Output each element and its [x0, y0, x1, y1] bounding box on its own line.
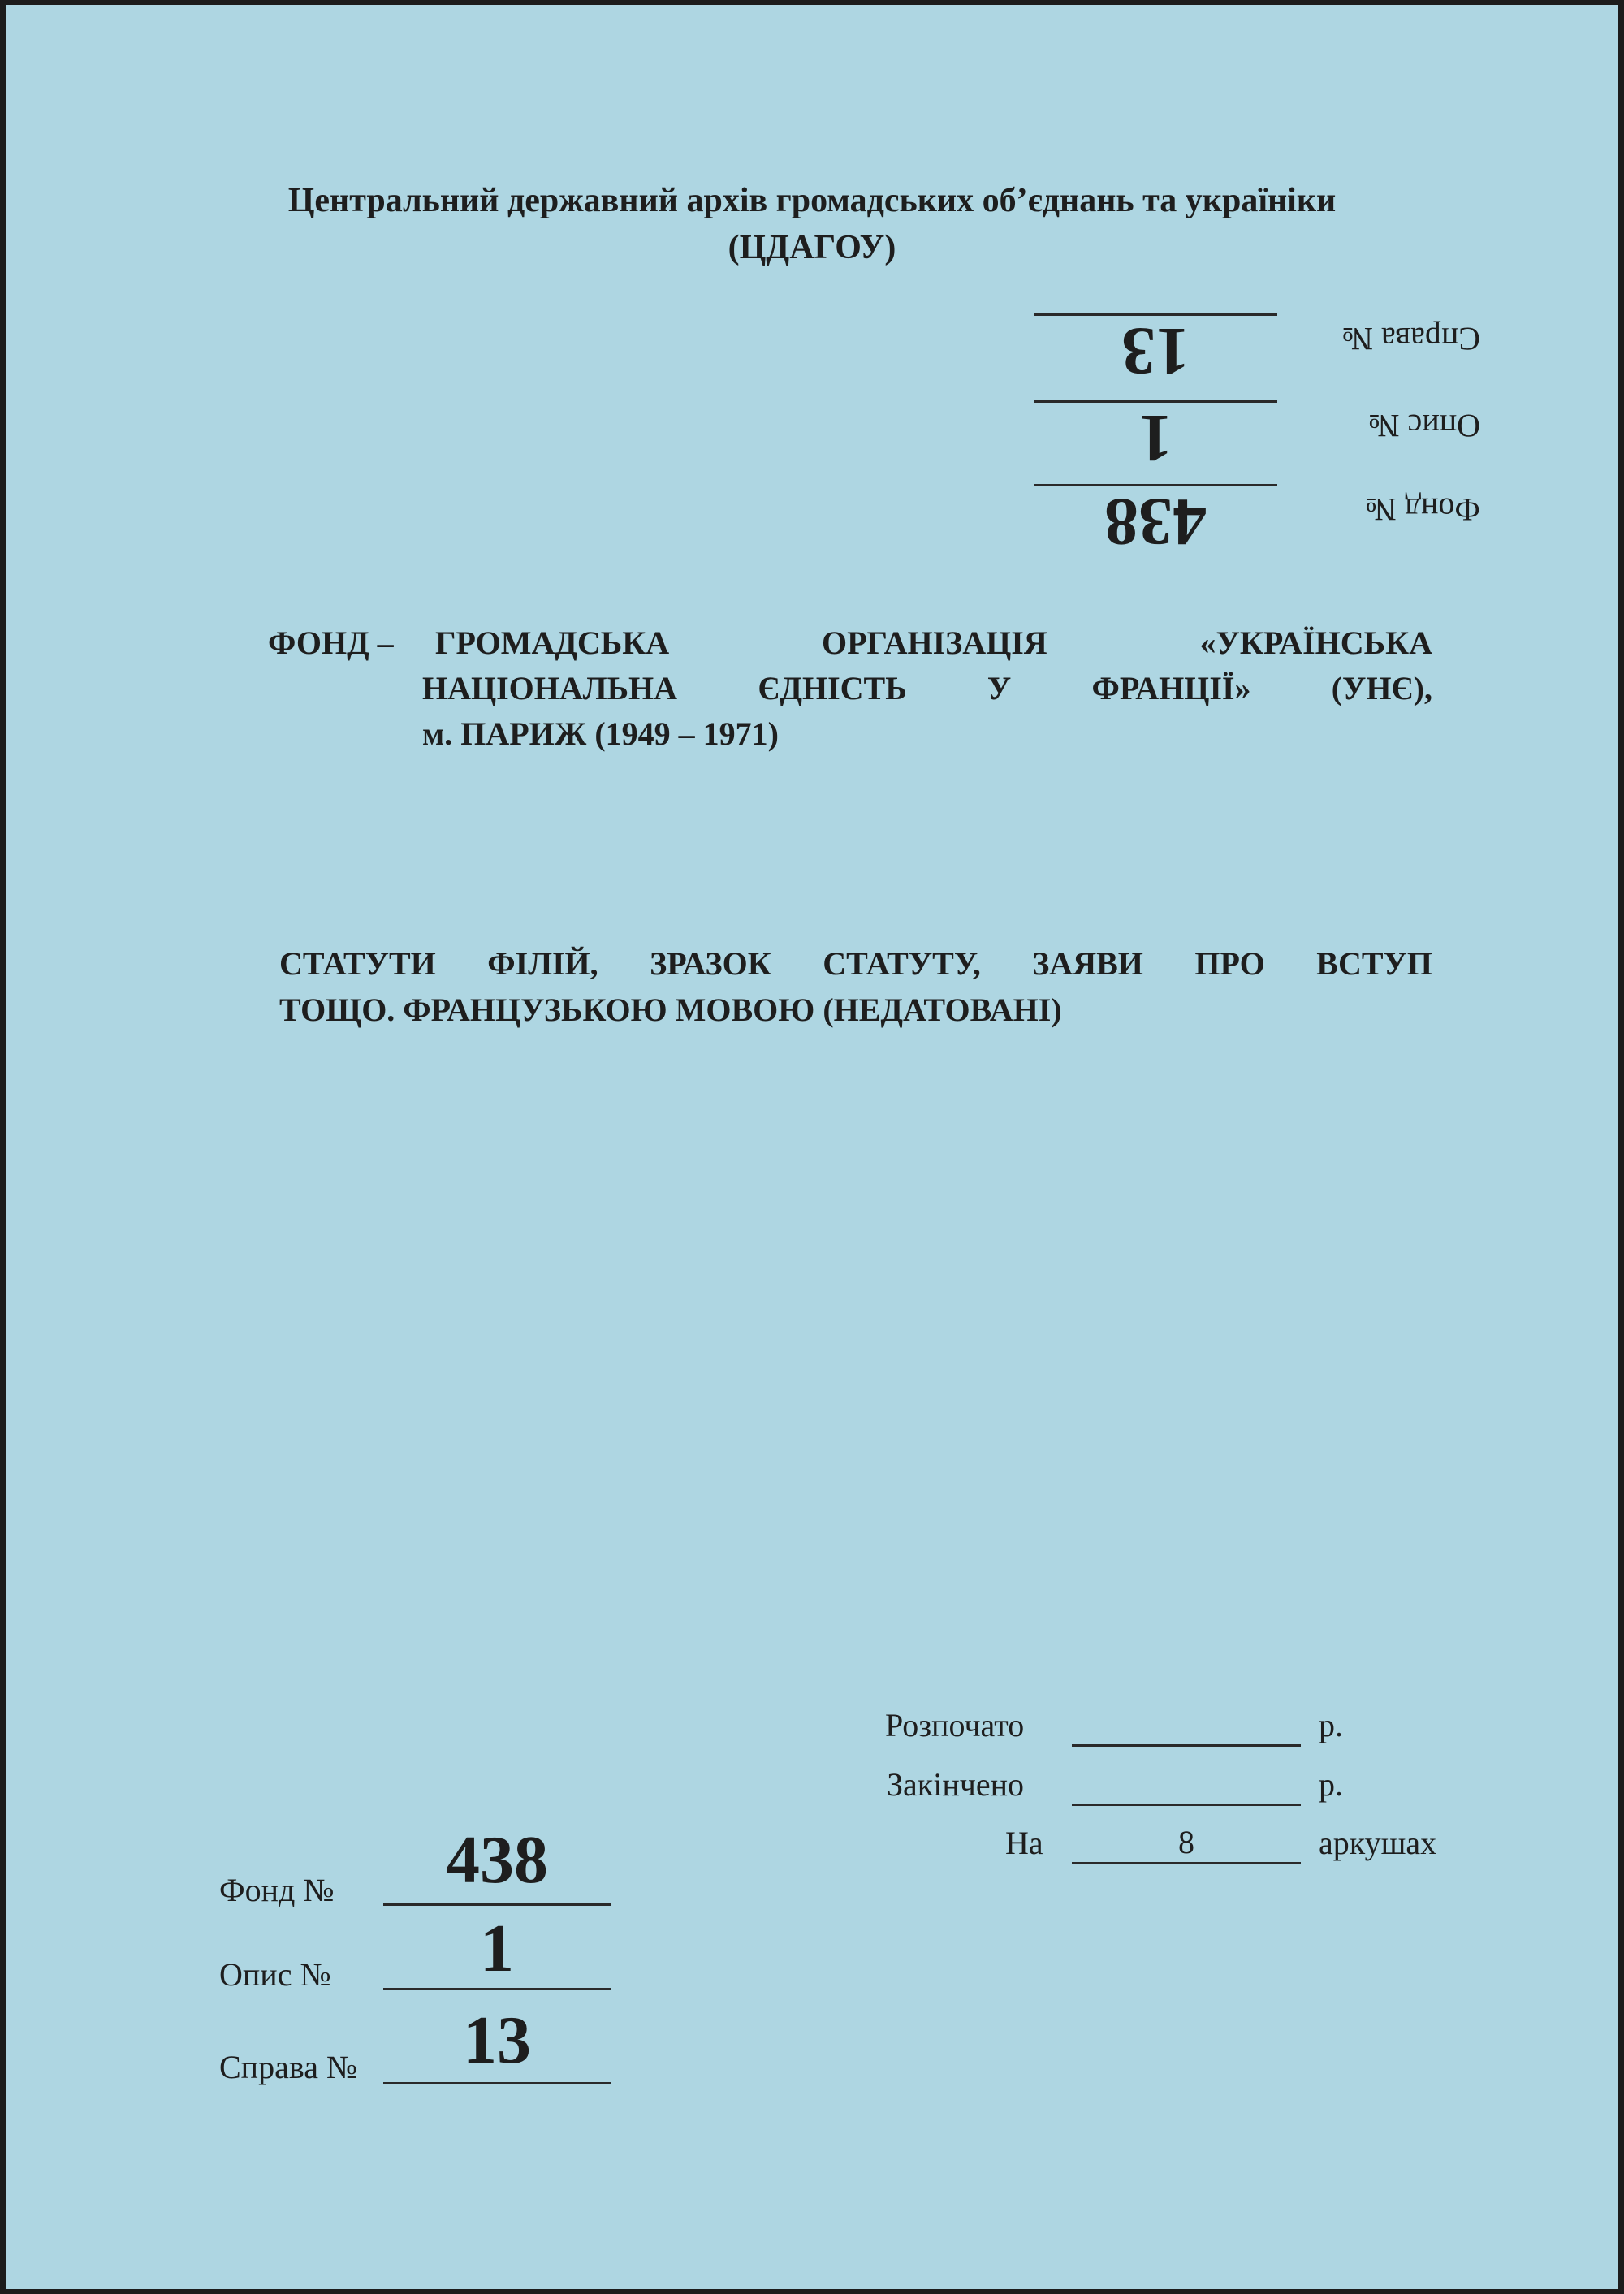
- bottom-opys-label: Опис №: [219, 1956, 331, 1993]
- inverted-sprava-line: [1034, 313, 1277, 316]
- title-word: ПРО: [1194, 945, 1265, 982]
- inverted-fond-value: 438: [1104, 484, 1207, 559]
- bottom-fond-value: 438: [446, 1822, 548, 1898]
- inverted-fond-label: Фонд №: [1365, 491, 1480, 528]
- sheets-value: 8: [1178, 1824, 1194, 1860]
- bottom-opys-value: 1: [480, 1911, 514, 1986]
- inverted-opys-line: [1034, 400, 1277, 403]
- title-word: ЗРАЗОК: [650, 945, 771, 982]
- archive-file-cover: [6, 5, 1618, 2289]
- sheets-suffix: аркушах: [1319, 1825, 1437, 1861]
- fund-word: ЄДНІСТЬ: [758, 670, 907, 706]
- fund-word: ОРГАНІЗАЦІЯ: [821, 624, 1047, 661]
- bottom-opys-line: [383, 1988, 611, 1990]
- bottom-fond-label: Фонд №: [219, 1872, 335, 1908]
- inverted-sprava-label: Справа №: [1341, 321, 1480, 357]
- fund-word: ГРОМАДСЬКА: [435, 624, 670, 661]
- inverted-opys-value: 1: [1138, 400, 1173, 476]
- fund-line-1: [435, 620, 1432, 666]
- bottom-sprava-line: [383, 2082, 611, 2084]
- fund-word: У: [987, 670, 1012, 706]
- inverted-sprava-value: 13: [1121, 313, 1190, 389]
- finished-line: [1072, 1804, 1301, 1806]
- bottom-sprava-label: Справа №: [219, 2049, 358, 2085]
- inverted-row-sprava: [1026, 313, 1480, 395]
- sheets-label: На: [1005, 1825, 1043, 1861]
- file-title-line-1: [279, 941, 1432, 987]
- inverted-row-opys: [1026, 400, 1480, 482]
- started-suffix: р.: [1319, 1707, 1343, 1743]
- started-label: Розпочато: [885, 1707, 1025, 1743]
- sheets-line: [1072, 1862, 1301, 1864]
- fund-word: ФРАНЦІЇ»: [1091, 670, 1251, 706]
- title-word: ЗАЯВИ: [1032, 945, 1143, 982]
- title-word: ФІЛІЙ,: [487, 945, 598, 982]
- inverted-fond-line: [1034, 484, 1277, 486]
- fund-line-2: [422, 666, 1432, 711]
- fund-line-3: м. ПАРИЖ (1949 – 1971): [422, 715, 779, 752]
- inverted-opys-label: Опис №: [1368, 408, 1480, 444]
- finished-suffix: р.: [1319, 1766, 1343, 1803]
- fund-prefix: ФОНД –: [268, 624, 394, 661]
- bottom-sprava-value: 13: [463, 2002, 531, 2078]
- fund-word: (УНЄ),: [1331, 670, 1432, 706]
- title-word: ВСТУП: [1316, 945, 1432, 982]
- fund-word: «УКРАЇНСЬКА: [1199, 624, 1432, 661]
- fund-word: НАЦІОНАЛЬНА: [422, 670, 678, 706]
- archive-abbreviation: (ЦДАГОУ): [728, 229, 896, 266]
- bottom-fond-line: [383, 1903, 611, 1906]
- title-word: СТАТУТУ,: [823, 945, 981, 982]
- started-line: [1072, 1744, 1301, 1747]
- title-word: СТАТУТИ: [279, 945, 436, 982]
- inverted-row-fond: [1026, 484, 1480, 565]
- finished-label: Закінчено: [887, 1766, 1025, 1803]
- archive-name: Центральний державний архів громадських об’єднань та україніки: [287, 182, 1337, 219]
- file-title-line-2: ТОЩО. ФРАНЦУЗЬКОЮ МОВОЮ (НЕДАТОВАНІ): [279, 991, 1062, 1028]
- inverted-reference-block: [1026, 305, 1480, 565]
